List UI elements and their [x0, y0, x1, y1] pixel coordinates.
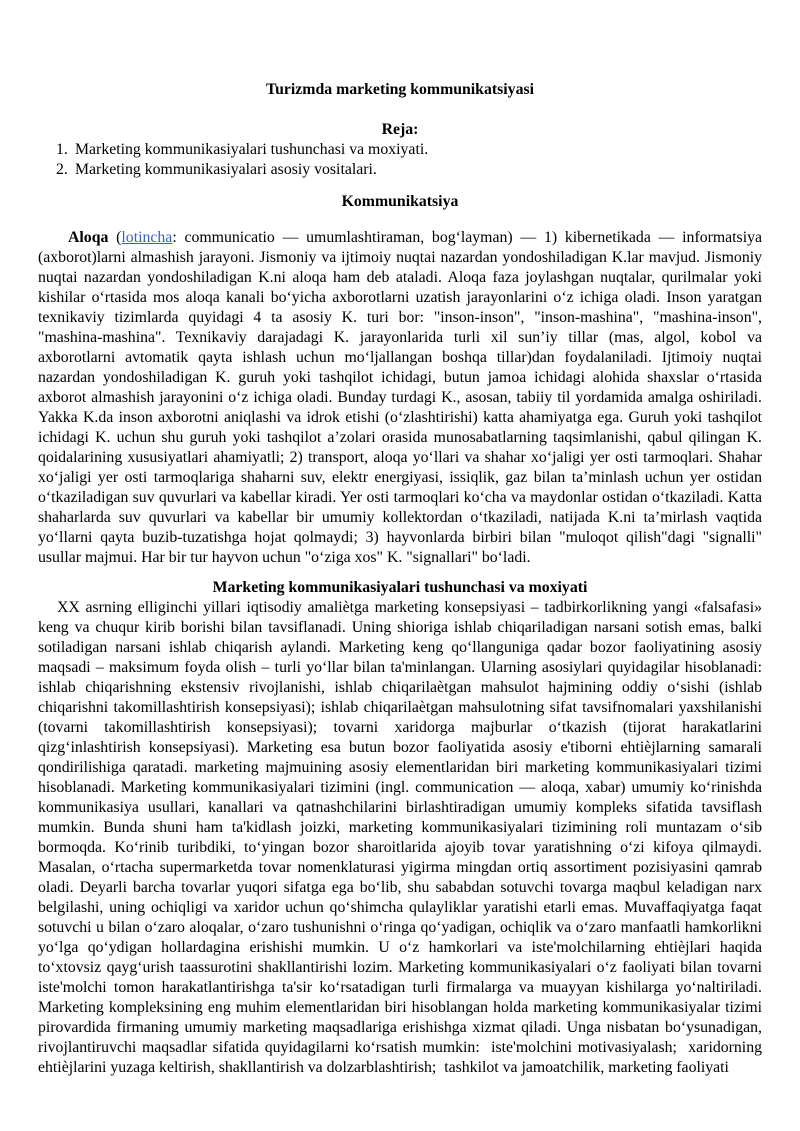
plan-item — [38, 140, 762, 160]
plan-item-label: Marketing kommunikasiyalari asosiy vositalari. — [75, 161, 377, 178]
pre-link-text: ( — [108, 229, 122, 246]
paragraph-kommunikatsiya — [38, 228, 766, 568]
plan-list — [38, 140, 762, 180]
plan-item-number: 2. — [56, 161, 68, 178]
lead-term-aloqa: Aloqa — [68, 229, 109, 246]
plan-item — [38, 160, 762, 180]
paragraph-marketing: XX asrning elliginchi yillari iqtisodiy amaliètga marketing konsepsiyasi – tadbirkorlikning yangi «falsafasi» keng va chuqur kirib borishi bilan tavsiflanadi. Uning shioriga ishlab chiqariladigan narsani sotish emas, balki sotiladigan narsani ishlab chiqarish aylandi. Marketing keng qoʻllanguniga qadar bozor faoliyatining asosiy maqsadi – maksimum foyda olish – turli yoʻllar bilan ta'minlangan. Ularning asosiylari quyidagilar hisoblanadi: ishlab chiqarishning ekstensiv rivojlanishi, ishlab chiqarilaètgan mahsulot hajmining oddiy oʻsishi (ishlab chiqarishni takomillashtirish konsepsiyasi); ishlab chiqarilaètgan mahsulotning sifat tavsifnomalari yaxshilanishi (tovarni takomillashtirish konsepsiyasi); tovarni xaridorga majburlar oʻtkazish (tijorat harakatlarini qizgʻinlashtirish konsepsiyasi). Marketing esa butun bozor faoliyatida asosiy e'tiborni ehtièjlarning samarali qondirilishiga qaratadi. marketing majmuining asosiy elementlaridan biri marketing kommunikasiyalari tizimi hisoblanadi. Marketing kommunikasiyalari tizimini (ingl. communication — aloqa, xabar) umumiy koʻrinishda kommunikasiya usullari, kanallari va qatnashchilarini birlashtiradigan umumiy kompleks sifatida tavsiflash mumkin. Bunda shuni ham ta'kidlash joizki, marketing kommunikasiyalari tizimining roli muntazam oʻsib bormoqda. Koʻrinib turibdiki, toʻyingan bozor sharoitlarida ajoyib tovar yaratishning oʻzi kifoya qilmaydi. Masalan, oʻrtacha supermarketda tovar nomenklaturasi yigirma mingdan ortiq assortiment pozisiyasini qamrab oladi. Deyarli barcha tovarlar yuqori sifatga ega boʻlib, shu sababdan sotuvchi tovarga maqbul keladigan narx belgilashi, uning ochiqligi va xaridor uchun qoʻshimcha qulayliklar yaratishi etarli emas. Muvaffaqiyatga faqat sotuvchi u bilan oʻzaro aloqalar, oʻzaro tushunishni oʻringa qoʻyadigan, ochiqlik va oʻzaro manfaatli hamkorlikni yoʻlga qoʻydigan hollardagina erishishi mumkin. U oʻz hamkorlari va iste'molchilarning ehtièjlari haqida toʻxtovsiz qaygʻurish taassurotini shakllantirishi lozim. Marketing kommunikasiyalari oʻz faoliyati bilan tovarni iste'molchi tomon harakatlantirishga ta'sir koʻrsatadigan turli firmalarga va muayyan kishilarga yoʻnaltiriladi. Marketing kompleksining eng muhim elementlaridan biri hisoblangan holda marketing kommunikasiyalar tizimi pirovardida firmaning umumiy marketing maqsadlariga erishishga xizmat qiladi. Unga nisbatan boʻysunadigan, rivojlantiruvchi maqsadlar sifatida quyidagilarni koʻrsatish mumkin: iste'molchini motivasiyalash; xaridorning ehtièjlarini yuzaga keltirish, shakllantirish va dolzarblashtirish; tashkilot va jamoatchilik, marketing faoliyati — [38, 599, 766, 1076]
plan-item-number: 1. — [56, 141, 68, 158]
section-heading-marketing: Marketing kommunikasiyalari tushunchasi va moxiyati — [212, 579, 588, 596]
document-title: Turizmda marketing kommunikatsiyasi — [266, 81, 534, 98]
kommunikatsiya-body-text: : communicatio — umumlashtiraman, bogʻlayman) — 1) kibernetikada — informatsiya (axborot)larni almashish jarayoni. Jismoniy va ijtimoiy nuqtai nazardan yondoshiladigan K.lar mavjud. Jismoniy nuqtai nazardan yondoshiladigan K.ni aloqa ham deb ataladi. Aloqa faza joylashgan nuqtalar, qurilmalar yoki kishilar oʻrtasida mos aloqa kanali boʻyicha axborotlarni uzatish jarayonlarini oʻz ichiga oladi. Inson yaratgan texnikaviy tizimlarda quyidagi 4 ta asosiy K. turi bor: "inson-inson", "inson-mashina", "mashina-inson", "mashina-mashina". Texnikaviy darajadagi K. jarayonlarida turli xil sun’iy tillar (mas, algol, kobol va axborotlarni avtomatik qayta ishlash uchun moʻljallangan boshqa tillar)dan foydalaniladi. Ijtimoiy nuqtai nazardan yondoshiladigan K. guruh yoki tashqilot ichidagi, butun jamoa ichidagi alohida shaxslar oʻrtasida axborot almashish jarayonini oʻz ichiga oladi. Bunday turdagi K., asosan, tabiiy til yordamida amalga oshiriladi. Yakka K.da inson axborotni aniqlashi va idrok etishi (oʻzlashtirishi) katta ahamiyatga ega. Guruh yoki tashqilot ichidagi K. uchun shu guruh yoki tashqilot a’zolari orasida munosabatlarning taqsimlanishi, qabul qilingan K. qoidalarining xususiyatlari ahamiyatli; 2) transport, aloqa yoʻllari va shahar xoʻjaligi yer osti tarmoqlari. Shahar xoʻjaligi yer osti tarmoqlariga shaharni suv, elektr energiyasi, issiqlik, gaz bilan ta’minlash uchun yer ostidan oʻtkaziladigan suv quvurlari va kabellar kiradi. Yer osti tarmoqlari koʻcha va maydonlar ostidan oʻtkaziladi. Katta shaharlarda suv quvurlari va kabellar bir umumiy kollektordan oʻtkaziladi, natijada K.ni ta’mirlash vaqtida yoʻllarni qayta buzib-tuzatishga hojat qolmaydi; 3) hayvonlarda birbiri bilan "muloqot qilish"dagi "signalli" usullar majmui. Har bir tur hayvon uchun "oʻziga xos" K. "signallari" boʻladi. — [38, 229, 766, 566]
plan-item-label: Marketing kommunikasiyalari tushunchasi va moxiyati. — [75, 141, 429, 158]
lotincha-link[interactable]: lotincha — [121, 229, 173, 246]
plan-heading: Reja: — [381, 121, 419, 138]
section-heading-kommunikatsiya: Kommunikatsiya — [341, 193, 459, 210]
